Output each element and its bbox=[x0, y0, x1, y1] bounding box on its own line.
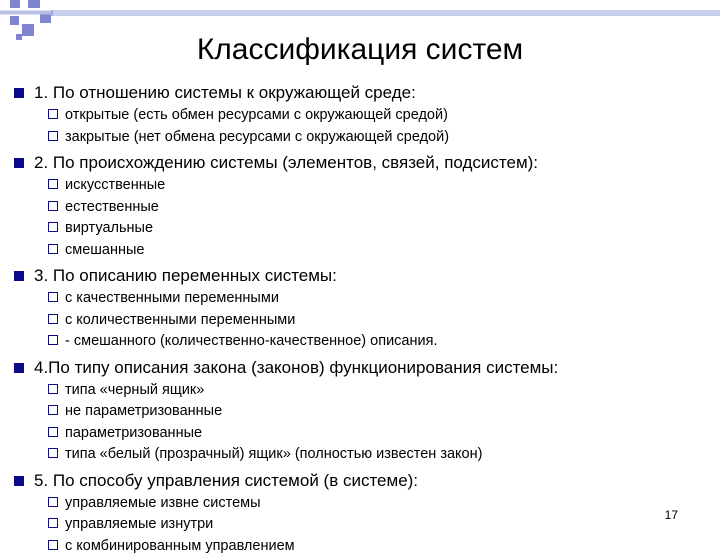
list-item-text: смешанные bbox=[65, 242, 144, 258]
list-item-text: открытые (есть обмен ресурсами с окружающей средой) bbox=[65, 107, 448, 123]
section-heading bbox=[14, 82, 704, 104]
list-item bbox=[14, 127, 704, 149]
list-item bbox=[14, 310, 704, 332]
hollow-square-bullet-icon bbox=[48, 335, 58, 345]
section-heading-text: 2. По происхождению системы (элементов, связей, подсистем): bbox=[34, 153, 538, 172]
list-item-text: с качественными переменными bbox=[65, 290, 279, 306]
list-item-text: параметризованные bbox=[65, 425, 202, 441]
hollow-square-bullet-icon bbox=[48, 244, 58, 254]
list-item bbox=[14, 444, 704, 466]
list-item bbox=[14, 175, 704, 197]
hollow-square-bullet-icon bbox=[48, 292, 58, 302]
list-item-text: искусственные bbox=[65, 177, 165, 193]
square-bullet-icon bbox=[14, 88, 24, 98]
section-heading bbox=[14, 357, 704, 379]
square-bullet-icon bbox=[14, 271, 24, 281]
list-item-text: виртуальные bbox=[65, 220, 153, 236]
hollow-square-bullet-icon bbox=[48, 179, 58, 189]
section-heading bbox=[14, 152, 704, 174]
section-items bbox=[14, 493, 704, 557]
list-item-text: закрытые (нет обмена ресурсами с окружающей средой) bbox=[65, 129, 449, 145]
list-item bbox=[14, 401, 704, 423]
list-item-text: не параметризованные bbox=[65, 403, 222, 419]
page-number: 17 bbox=[665, 508, 678, 522]
list-item bbox=[14, 197, 704, 219]
hollow-square-bullet-icon bbox=[48, 518, 58, 528]
hollow-square-bullet-icon bbox=[48, 222, 58, 232]
section-heading bbox=[14, 265, 704, 287]
section-items bbox=[14, 175, 704, 261]
section-heading-text: 1. По отношению системы к окружающей среде: bbox=[34, 83, 416, 102]
list-item bbox=[14, 105, 704, 127]
list-item bbox=[14, 536, 704, 557]
hollow-square-bullet-icon bbox=[48, 540, 58, 550]
square-bullet-icon bbox=[14, 158, 24, 168]
list-item-text: управляемые извне системы bbox=[65, 495, 261, 511]
list-item bbox=[14, 493, 704, 515]
list-item bbox=[14, 288, 704, 310]
square-bullet-icon bbox=[14, 476, 24, 486]
classification-list bbox=[14, 82, 704, 557]
list-item-text: с комбинированным управлением bbox=[65, 538, 295, 554]
square-bullet-icon bbox=[14, 363, 24, 373]
hollow-square-bullet-icon bbox=[48, 109, 58, 119]
hollow-square-bullet-icon bbox=[48, 314, 58, 324]
list-item bbox=[14, 331, 704, 353]
section-heading-text: 3. По описанию переменных системы: bbox=[34, 266, 337, 285]
hollow-square-bullet-icon bbox=[48, 201, 58, 211]
hollow-square-bullet-icon bbox=[48, 427, 58, 437]
section-items bbox=[14, 288, 704, 353]
list-item bbox=[14, 240, 704, 262]
list-item bbox=[14, 423, 704, 445]
list-item bbox=[14, 380, 704, 402]
hollow-square-bullet-icon bbox=[48, 497, 58, 507]
hollow-square-bullet-icon bbox=[48, 131, 58, 141]
list-item-text: - смешанного (количественно-качественное) описания. bbox=[65, 333, 437, 349]
list-item bbox=[14, 218, 704, 240]
hollow-square-bullet-icon bbox=[48, 384, 58, 394]
hollow-square-bullet-icon bbox=[48, 405, 58, 415]
section-items bbox=[14, 380, 704, 466]
section-items bbox=[14, 105, 704, 148]
list-item-text: с количественными переменными bbox=[65, 312, 295, 328]
slide-title: Классификация систем bbox=[0, 30, 720, 70]
section-heading-text: 4.По типу описания закона (законов) функционирования системы: bbox=[34, 358, 558, 377]
list-item-text: типа «черный ящик» bbox=[65, 382, 204, 398]
list-item bbox=[14, 514, 704, 536]
list-item-text: типа «белый (прозрачный) ящик» (полностью известен закон) bbox=[65, 446, 482, 462]
section-heading-text: 5. По способу управления системой (в системе): bbox=[34, 471, 418, 490]
section-heading bbox=[14, 470, 704, 492]
list-item-text: управляемые изнутри bbox=[65, 516, 213, 532]
hollow-square-bullet-icon bbox=[48, 448, 58, 458]
list-item-text: естественные bbox=[65, 199, 159, 215]
